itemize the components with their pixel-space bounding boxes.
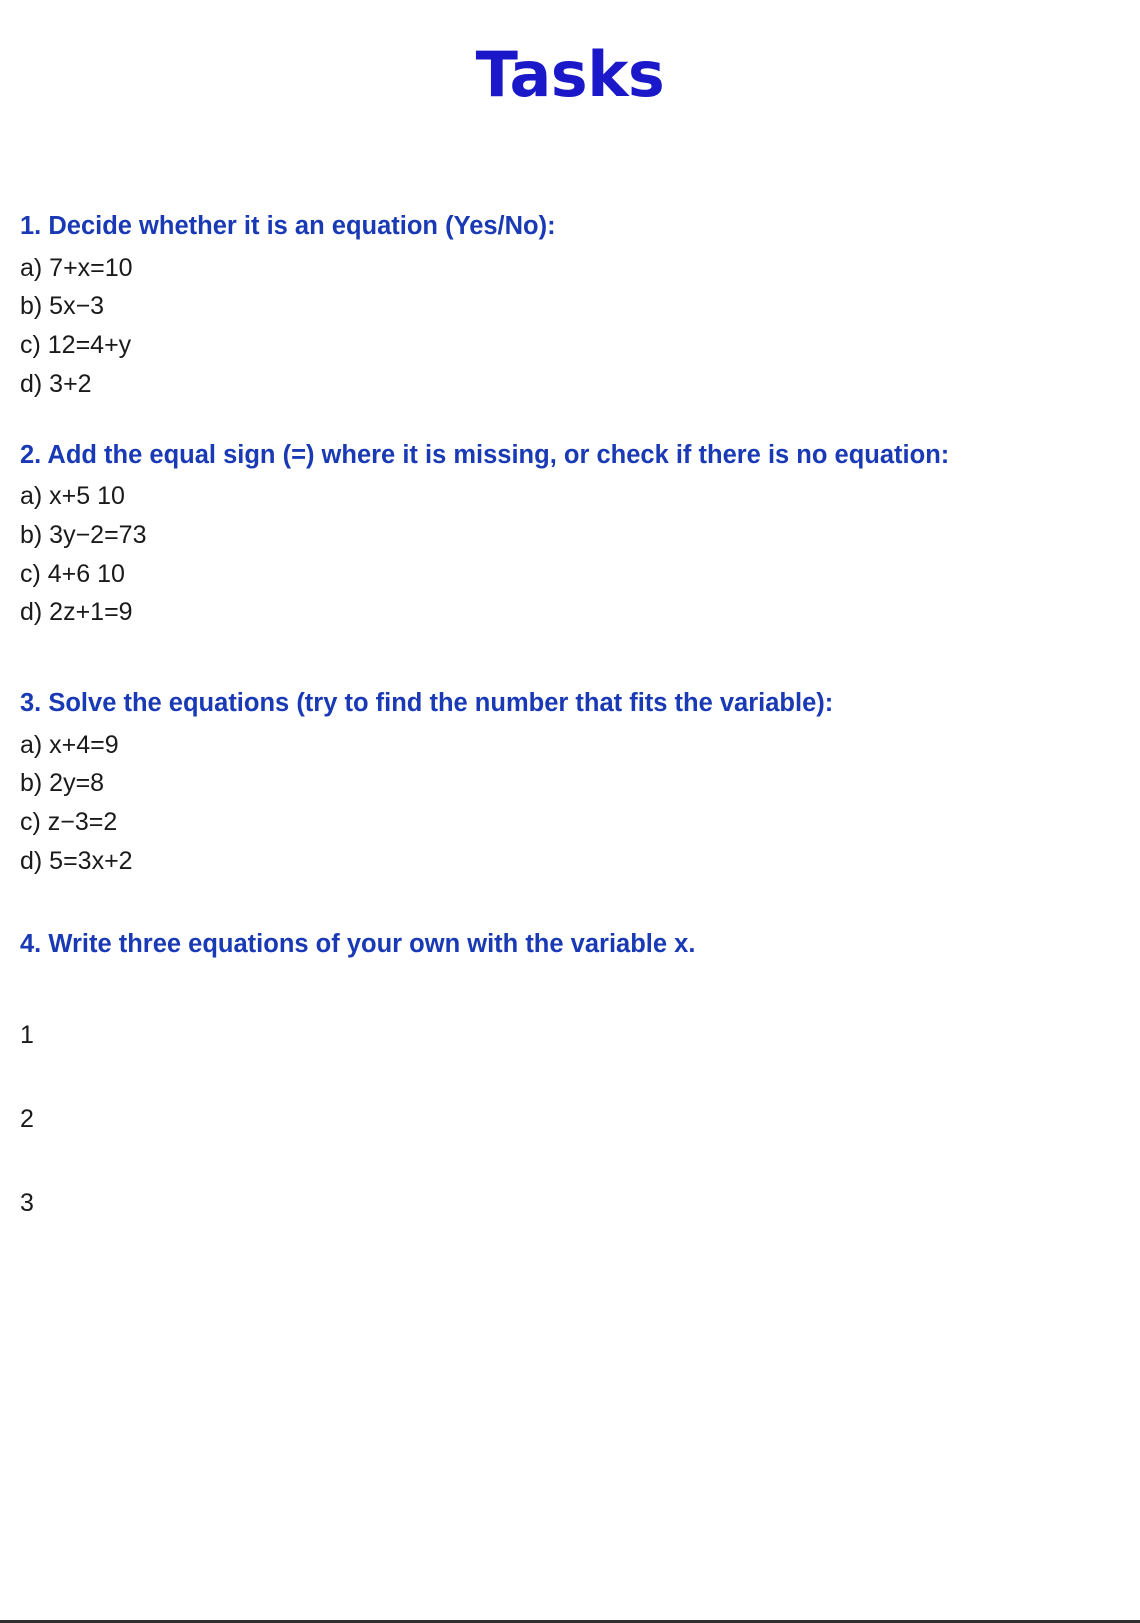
task-item-3c: c) z−3=2 bbox=[20, 808, 118, 837]
task-item-3d: d) 5=3x+2 bbox=[20, 846, 133, 875]
task-heading-3: 3. Solve the equations (try to find the number that fits the variable): bbox=[20, 689, 834, 718]
task-heading-2: 2. Add the equal sign (=) where it is missing, or check if there is no equation: bbox=[20, 440, 950, 469]
task-heading-4: 4. Write three equations of your own with the variable x. bbox=[20, 929, 696, 958]
task-item-1b: b) 5x−3 bbox=[20, 292, 105, 321]
answer-line-1[interactable]: 1 bbox=[20, 1021, 34, 1050]
task-item-2d: d) 2z+1=9 bbox=[20, 598, 133, 627]
spacer-2 bbox=[20, 642, 1120, 684]
task-block-2 bbox=[20, 436, 1120, 633]
task-item-3b: b) 2y=8 bbox=[20, 769, 105, 798]
task-block-3 bbox=[20, 684, 1120, 881]
page-title: Tasks bbox=[475, 38, 665, 111]
task-block-4 bbox=[20, 925, 1120, 965]
answer-line-3[interactable]: 3 bbox=[20, 1189, 34, 1218]
spacer-3 bbox=[20, 891, 1120, 925]
task-item-1a: a) 7+x=10 bbox=[20, 253, 133, 282]
document-content bbox=[0, 207, 1140, 1218]
task-heading-1: 1. Decide whether it is an equation (Yes/No): bbox=[20, 212, 556, 240]
task-item-2c: c) 4+6 10 bbox=[20, 559, 125, 588]
answer-lines bbox=[20, 1020, 1120, 1218]
task-item-3a: a) x+4=9 bbox=[20, 730, 119, 759]
task-item-2b: b) 3y−2=73 bbox=[20, 520, 147, 549]
task-item-1c: c) 12=4+y bbox=[20, 331, 132, 360]
task-item-1d: d) 3+2 bbox=[20, 369, 92, 398]
task-block-1 bbox=[20, 207, 1120, 404]
answer-line-2[interactable]: 2 bbox=[20, 1105, 34, 1134]
spacer-1 bbox=[20, 414, 1120, 436]
task-item-2a: a) x+5 10 bbox=[20, 482, 125, 511]
